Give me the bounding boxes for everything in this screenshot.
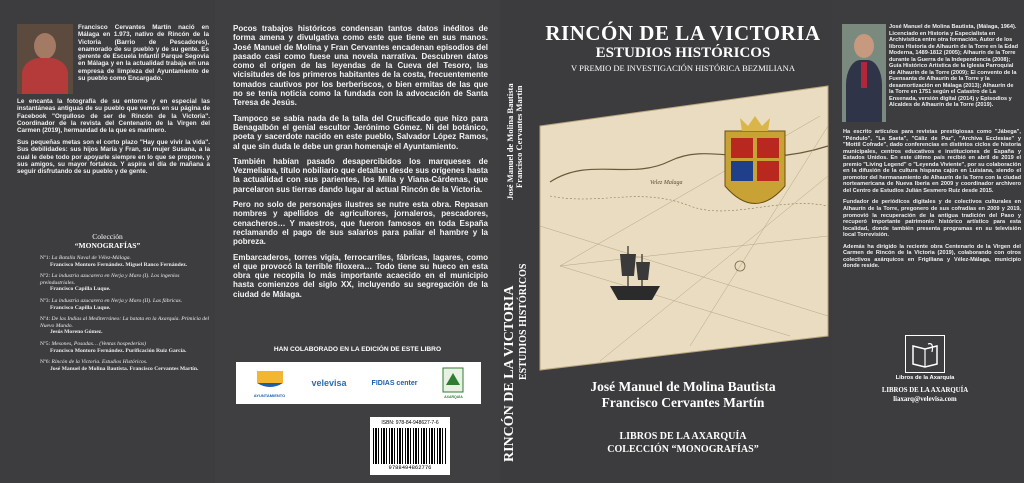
logo-ayuntamiento [253, 369, 287, 398]
collection-title [0, 232, 215, 250]
book-icon [910, 340, 940, 368]
publisher-contact-name: LIBROS DE LA AXARQUÍA [881, 387, 969, 394]
front-title: RINCÓN DE LA VICTORIA [545, 21, 821, 45]
collection-title-line1: Colección [92, 232, 123, 241]
flap-paragraph: Ha escrito artículos para revistas prestigiosas como "Jábega", "Péndulo", "La Saeta", "Cáliz de Paz", "Archiva Ecclesiae" y "Mottil Cofrade", dado conferencias en distintos ciclos de historia municipales, centros educativos e instituciones de España y Estados Unidos. En este último país recibió en abril de 2019 el premio "Living Legend" o "Leyenda Viviente", por su colaboración en la difusión de la cultura hispana cajún en Luisiana, siendo el promotor del hermanamiento de Alhaurín de la Torre con la ciudad norteamericana de Nueva Iberia en 2009 y coordinador archivero del Centro de Estudios Julián Sesmero Ruiz desde 2015. [843, 129, 1021, 194]
publisher-contact [860, 387, 990, 404]
collaborators-title: HAN COLABORADO EN LA EDICIÓN DE ESTE LIBRO [273, 346, 442, 353]
logo-axarquia [442, 367, 464, 399]
collection-entry-authors: Francisco Capilla Luque. [50, 304, 111, 311]
collection-entry-authors: José Manuel de Molina Bautista. Francisco Cervantes Martín. [50, 365, 199, 372]
author-bio-cervantes-3: Sus pequeñas metas son el corto plazo "Hay que vivir la vida". Sus debilidades: sus hijos María y Fran, su mujer Susana, a la cual le debe todo por apoyarle siempre en lo que se propone, y sus amigos, su mayor fortaleza. Y aspira el día de mañana a seguir disfrutando de su pueblo y de gente. [17, 139, 210, 176]
front-subtitle: ESTUDIOS HISTÓRICOS [595, 45, 771, 61]
barcode-bars [373, 428, 447, 464]
spine-text [500, 0, 534, 483]
logo-ayuntamiento-label: AYUNTAMIENTO [253, 392, 286, 398]
publisher-email: liaxarq@velevisa.com [893, 395, 957, 403]
synopsis-paragraph: Pero no solo de personajes ilustres se nutre esta obra. Repasan nombres y apellidos de agricultores, jornaleros, pescadores, cenacheros… Y maestros, que fueron famosos en toda España reclamando el pago de sus salarios para paliar el hambre y la pobreza. [233, 200, 488, 247]
spine-title-1: RINCÓN DE LA VICTORIA [502, 285, 517, 462]
synopsis-paragraph: También habían pasado desapercibidos los marqueses de Vezmeliana, título nobiliario que detallan desde sus orígenes hasta la actualidad con sus parientes, los Milla y Viana-Cárdenas, que parcelaron sus tierras dando lugar al actual Rincón de la Victoria. [233, 156, 488, 194]
collection-entry-title: De las Indias al Mediterráneo: La batata en la Axarquía. Primicia del Nuevo Mundo. [40, 316, 210, 329]
front-authors [534, 379, 832, 411]
collection-entry-number: Nº4: [40, 316, 51, 323]
collection-entry-title: Mesones, Posadas… (Ventas hospederías) [51, 340, 147, 347]
front-publisher-name: LIBROS DE LA AXARQUÍA [619, 431, 747, 442]
front-author-1: José Manuel de Molina Bautista [590, 379, 776, 394]
collection-list [40, 255, 210, 377]
collection-entry-authors: Jesús Moreno Gómez. [50, 329, 103, 336]
author-photo-cervantes [17, 24, 73, 94]
collection-entry [40, 359, 210, 372]
publisher-logo-name: Libros de la Axarquía [895, 375, 955, 381]
collection-entry-title: La industria azucarera en Nerja y Maro (I). Los ingenios preindustriales. [40, 273, 180, 286]
collection-entry-number: Nº3: [40, 297, 51, 304]
collection-entry-title: La Batalla Naval de Vélez-Málaga. [51, 255, 131, 261]
collection-entry [40, 316, 210, 336]
spine-author-1: José Manuel de Molina Bautista [505, 83, 515, 200]
author-bio-cervantes: Francisco Cervantes Martín nació en Málaga en 1.973, nativo de Rincón de la Victoria (Barrio de Pescadores), enamorado de su pueblo y de su gente. Es gerente de Escuela Infantil Parque Segovia en Málaga y en la actualidad trabaja en una empresa de limpieza del Ayuntamiento de su pueblo como Encargado. [78, 24, 209, 83]
collection-entry [40, 298, 210, 311]
isbn: ISBN: 978-84-948627-7-6 [381, 420, 439, 426]
collection-entry-number: Nº1: [40, 255, 51, 261]
collection-entry-title: Rincón de la Victoria. Estudios Históricos. [51, 359, 148, 366]
logo-velevisa [312, 378, 347, 388]
collection-entry-number: Nº6: [40, 359, 51, 366]
synopsis-paragraph: Pocos trabajos históricos condensan tantos datos inéditos de forma amena y divulgativa como este que tiene en sus manos. José Manuel de Molina y Fran Cervantes encadenan episodios del pasado casi como fuese una novela narrativa. Descubren datos como el origen de las leyendas de la Cueva del Tesoro, las vicisitudes de los primeros habitantes de la costa, frecuentemente tomados cautivos por los berberiscos, o bien ermitas de las que no se tenía noticia como la fundada con la advocación de Santa Teresa de Jesús. [233, 24, 488, 108]
collection-entry [40, 341, 210, 354]
front-publisher [534, 430, 832, 456]
author-bio-molina-more [843, 129, 1021, 275]
collection-entry-authors: Francisco Montoro Fernández. Purificación Ruiz García. [50, 347, 187, 354]
sponsor-logos [236, 362, 481, 404]
barcode [370, 417, 450, 475]
logo-axarquia-label: AXARQUÍA [444, 395, 463, 399]
logo-fidias [372, 380, 418, 387]
front-title-block [534, 22, 832, 74]
collection-entry-authors: Francisco Montoro Fernández. Miguel Ranco Fernández. [50, 261, 188, 268]
collection-entry-number: Nº5: [40, 340, 51, 347]
collection-entry [40, 255, 210, 268]
collection-entry [40, 273, 210, 293]
collection-entry-number: Nº2: [40, 273, 51, 280]
flap-paragraph: Fundador de periódicos digitales y de colectivos culturales en Alhaurín de la Torre, pregonero de sus cofradías en 2009 y 2019, promovió la recuperación de la antigua tradición del Paso y recuperó importante patrimonio histórico artístico para esta localidad, donde también presenta programas en su televisión local Torrevisión. [843, 199, 1021, 239]
barcode-number: 9788494862776 [388, 464, 432, 471]
historic-map-illustration [540, 86, 828, 370]
front-author-2: Francisco Cervantes Martín [601, 395, 765, 410]
synopsis-paragraph: Tampoco se sabía nada de la talla del Crucificado que hizo para Benagalbón el genial escultor Jerónimo Gómez. Ni del botánico, poeta y sacerdote nacido en este pueblo, Salvador López Ramos, al que sin duda le debe un gran homenaje el Ayuntamiento. [233, 113, 488, 151]
map-label: Velez Malaga [650, 180, 683, 186]
synopsis-paragraph: Embarcaderos, torres vigía, ferrocarriles, fábricas, lagares, como el que provocó la terrible filoxera… Todo tiene su hueco en esta obra que recopila lo más importante acaecido en el municipio hasta comienzos del siglo XX, incluyendo su segregación de la ciudad de Málaga. [233, 252, 488, 299]
publisher-logo [905, 335, 945, 373]
collection-entry-title: La industria azucarera en Nerja y Maro (II). Las fábricas. [51, 297, 183, 304]
logo-velevisa-label: velevisa [311, 378, 347, 388]
author-bio-molina: José Manuel de Molina Bautista, (Málaga, 1964). Licenciado en Historia y Especialista en Archivística entre otra formación. Autor de los libros Historia de Alhaurín de la Torre en la Edad Moderna, 1489-1812 (2005); Alhaurín de la Torre durante la Guerra de la Independencia (2008); Guía Histórico Artística de la Iglesia Parroquial de Alhaurín de la Torre (2009); El convento de la Fuensanta de Alhaurín de la Torre y la desamortización en Málaga (2013); Alhaurín de la Torre en 1751 según el Catastro de La Ensenada, versión digital (2014) y Episodios y Alcaldes de Alhaurín de la Torre (2019). [889, 24, 1018, 108]
author-bio-cervantes-2: Le encanta la fotografía de su entorno y en especial las instantáneas antiguas de su pueblo que vemos en su página de Facebook "Orgulloso de ser de Rincón de la Victoria". Coordinador de la revista del Centenario de la Virgen del Carmen (2019), hermandad de la que es marinero. [17, 98, 210, 135]
front-collection: COLECCIÓN “MONOGRAFÍAS” [607, 444, 759, 455]
front-award: V PREMIO DE INVESTIGACIÓN HISTÓRICA BEZMILIANA [571, 63, 795, 73]
author-photo-molina [842, 24, 886, 122]
spine-author-2: Francisco Cervantes Martín [514, 85, 524, 188]
logo-fidias-label: FIDIAS center [371, 379, 418, 387]
axarquia-icon [442, 367, 464, 393]
synopsis [233, 24, 488, 305]
ayuntamiento-icon [253, 369, 287, 391]
collection-title-line2: “MONOGRAFÍAS” [74, 241, 141, 250]
flap-paragraph: Además ha dirigido la reciente obra Centenario de la Virgen del Carmen de Rincón de la Victoria (2019), colaborando con otros colectivos axárquicos en Frigiliana y Vélez-Málaga, municipio donde reside. [843, 243, 1021, 270]
spine-title-2: ESTUDIOS HISTÓRICOS [518, 263, 529, 380]
collection-entry-authors: Francisco Capilla Luque. [50, 286, 111, 293]
